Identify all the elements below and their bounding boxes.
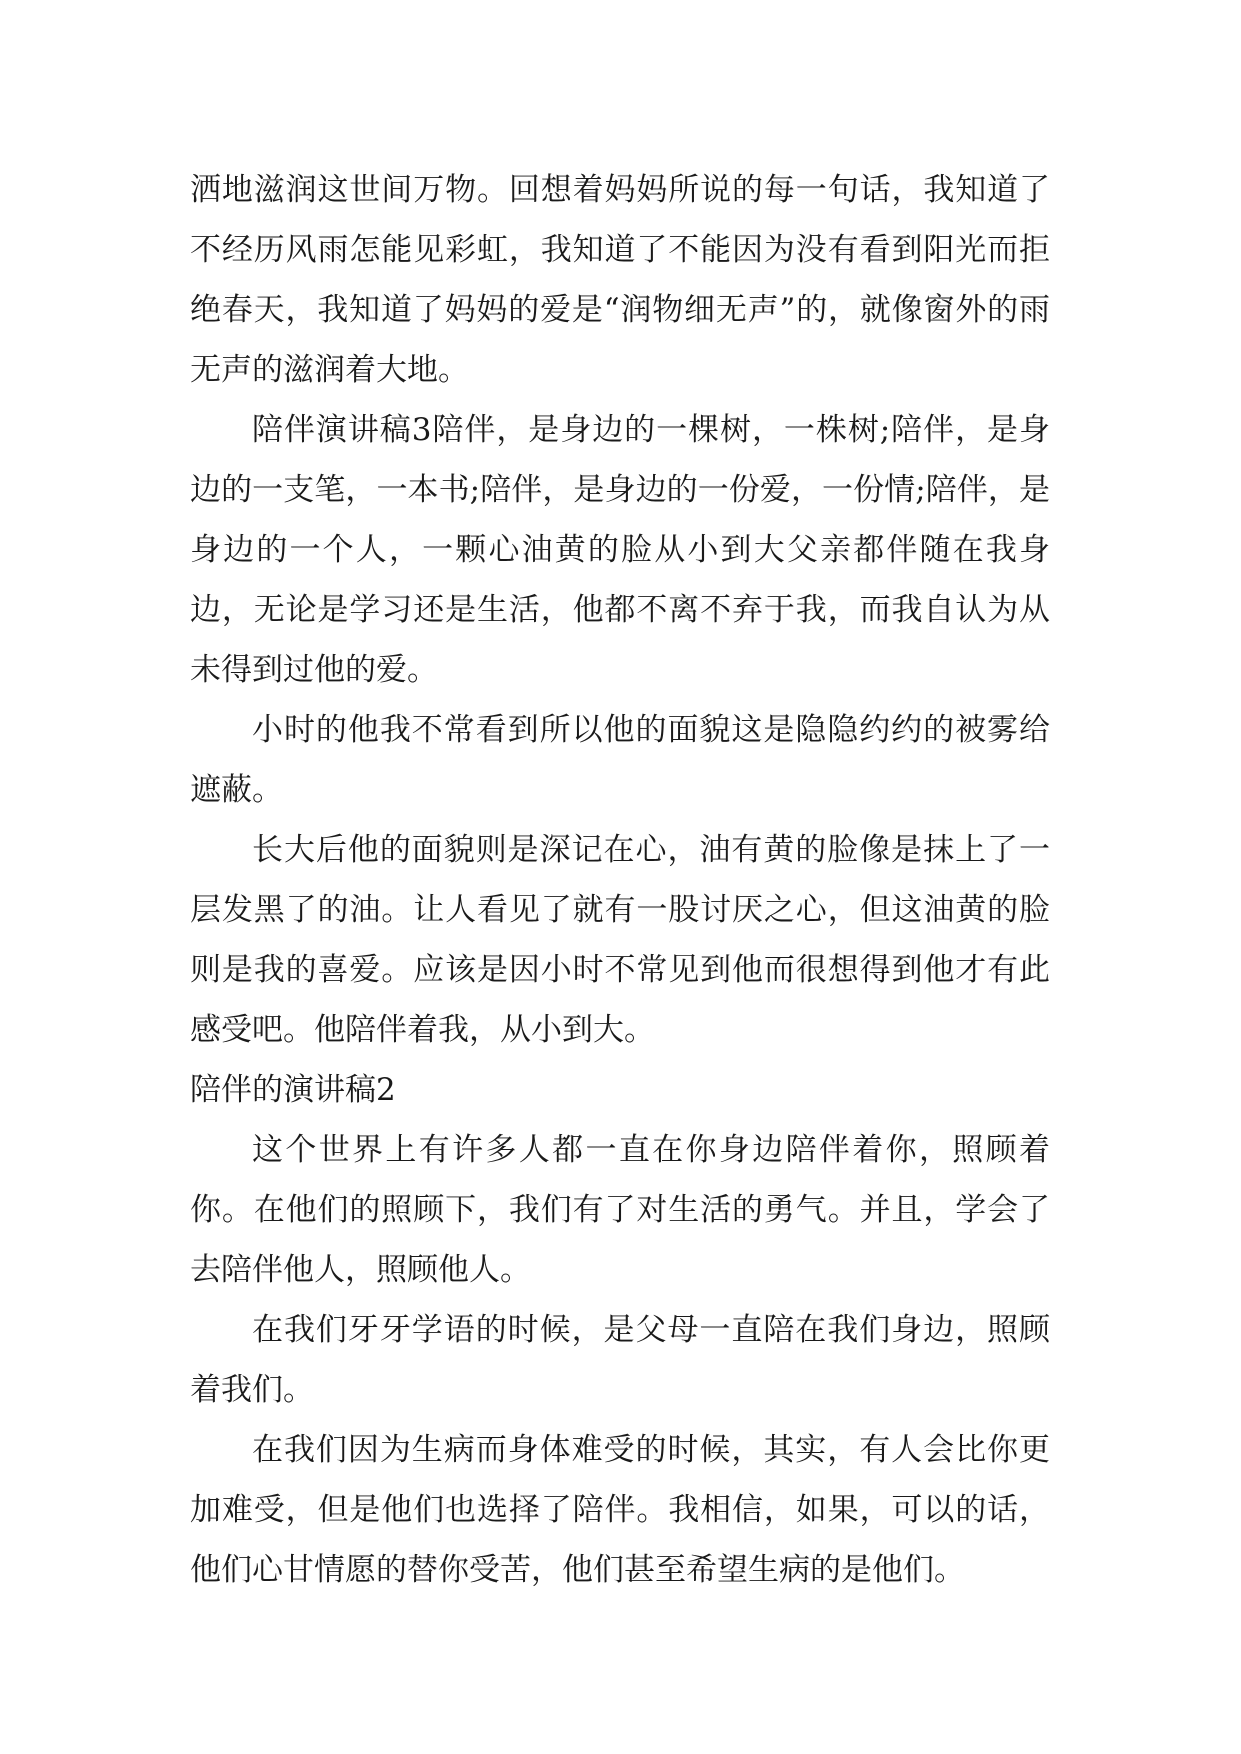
paragraph-3: 小时的他我不常看到所以他的面貌这是隐隐约约的被雾给遮蔽。 [190, 712, 1050, 808]
section-heading: 陪伴的演讲稿2 [190, 1072, 396, 1108]
paragraph-4: 长大后他的面貌则是深记在心，油有黄的脸像是抹上了一层发黑了的油。让人看见了就有一股讨厌之心，但这油黄的脸则是我的喜爱。应该是因小时不常见到他而很想得到他才有此感受吧。他陪伴着我，从小到大。 [190, 832, 1050, 1048]
paragraph-5: 这个世界上有许多人都一直在你身边陪伴着你，照顾着你。在他们的照顾下，我们有了对生活的勇气。并且，学会了去陪伴他人，照顾他人。 [190, 1132, 1050, 1288]
paragraph-6: 在我们牙牙学语的时候，是父母一直陪在我们身边，照顾着我们。 [190, 1312, 1050, 1408]
paragraph-2: 陪伴演讲稿3陪伴，是身边的一棵树，一株树;陪伴，是身边的一支笔，一本书;陪伴，是身边的一份爱，一份情;陪伴，是身边的一个人，一颗心油黄的脸从小到大父亲都伴随在我身边，无论是学习还是生活，他都不离不弃于我，而我自认为从未得到过他的爱。 [190, 412, 1050, 688]
paragraph-1: 洒地滋润这世间万物。回想着妈妈所说的每一句话，我知道了不经历风雨怎能见彩虹，我知道了不能因为没有看到阳光而拒绝春天，我知道了妈妈的爱是“润物细无声”的，就像窗外的雨无声的滋润着大地。 [190, 172, 1050, 388]
document-body [190, 160, 1050, 1600]
paragraph-7: 在我们因为生病而身体难受的时候，其实，有人会比你更加难受，但是他们也选择了陪伴。我相信，如果，可以的话，他们心甘情愿的替你受苦，他们甚至希望生病的是他们。 [190, 1432, 1050, 1588]
